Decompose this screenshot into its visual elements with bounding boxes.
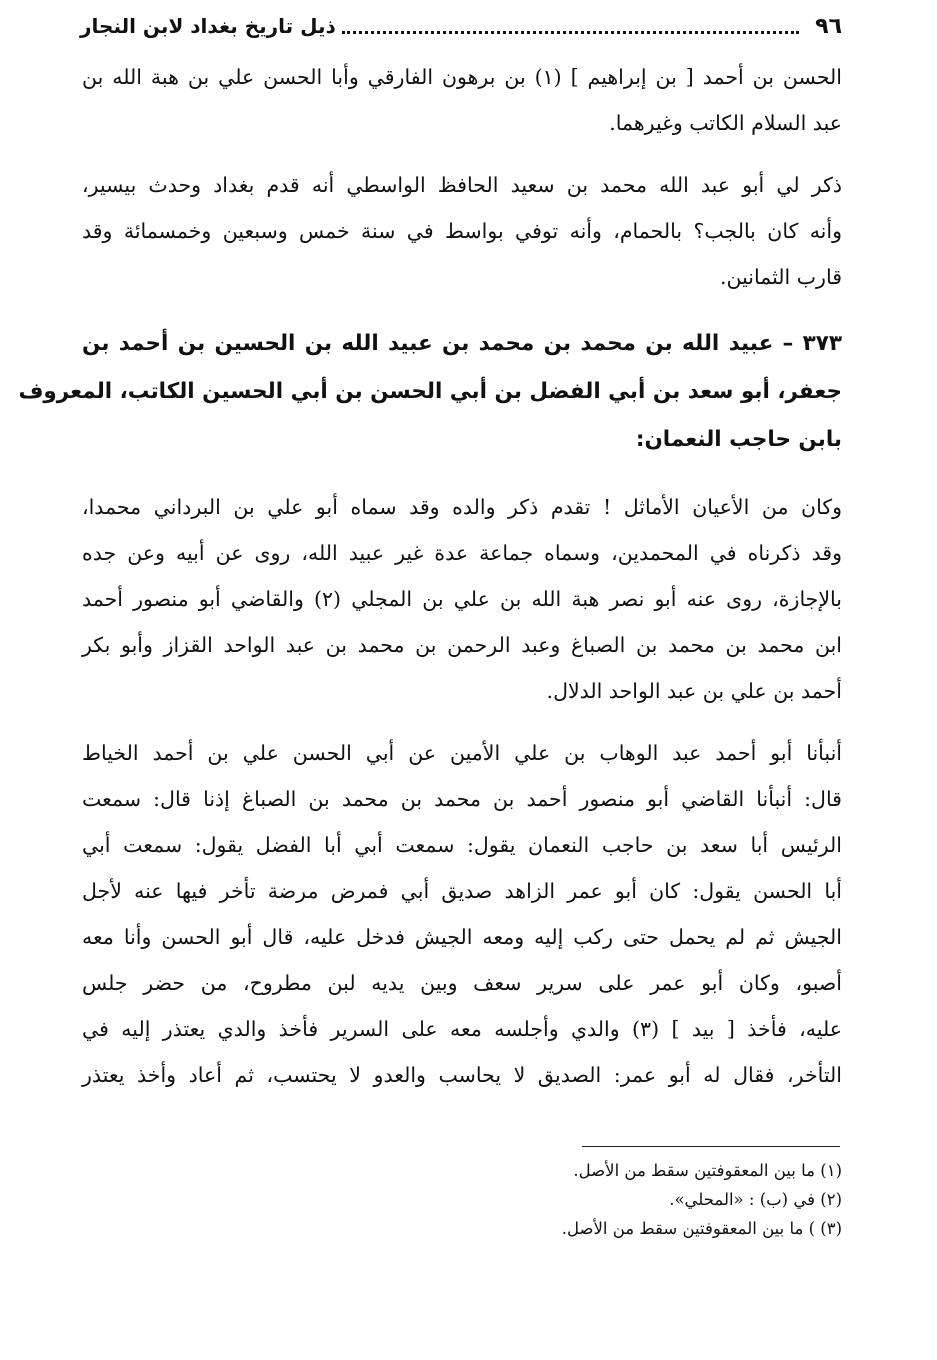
paragraph-narration: [82, 730, 842, 1098]
heading-line: جعفر، أبو سعد بن أبي الفضل بن أبي الحسن بن أبي الحسين الكاتب، المعروف: [18, 379, 842, 404]
main-text: [18, 54, 843, 1098]
paragraph-entry-body: [82, 484, 842, 714]
heading-line: بابن حاجب النعمان:: [635, 427, 842, 452]
footnote: (١) ما بين المعقوفتين سقط من الأصل.: [573, 1161, 842, 1180]
text-line: التأخر، فقال له أبو عمر: الصديق لا يحاسب والعدو لا يحتسب، ثم أعاد وأخذ يعتذر: [82, 1063, 842, 1087]
paragraph-biography-note: [82, 162, 842, 300]
text-line: أصبو، وكان أبو عمر على سرير سعف وبين يديه لبن مطروح، من حضر جلس: [82, 971, 842, 995]
text-line: وأنه كان بالجب؟ بالحمام، وأنه توفي بواسط في سنة خمس وسبعين وخمسمائة وقد: [82, 219, 842, 243]
footnote: (٣) ) ما بين المعقوفتين سقط من الأصل.: [561, 1219, 842, 1238]
heading-line: ٣٧٣ – عبيد الله بن محمد بن محمد بن عبيد الله بن الحسين بن أحمد بن: [82, 331, 842, 356]
page-header: [80, 6, 842, 46]
text-line: قارب الثمانين.: [720, 265, 842, 289]
text-line: بالإجازة، روى عنه أبو نصر هبة الله بن علي بن المجلي (٢) والقاضي أبو منصور أحمد: [82, 587, 843, 611]
footnotes: [300, 1156, 842, 1243]
text-line: وقد ذكرناه في المحمدين، وسماه جماعة عدة غير عبيد الله، روى عن أبيه وعن جده: [82, 541, 842, 565]
header-dotted-leader: [342, 31, 799, 34]
paragraph-spacer: [82, 464, 842, 484]
entry-heading: [18, 320, 842, 464]
text-line: الجيش ثم لم يحمل حتى ركب إليه ومعه الجيش فدخل عليه، قال أبو الحسن وأنا معه: [82, 925, 842, 949]
text-line: ذكر لي أبو عبد الله محمد بن سعيد الحافظ الواسطي أنه قدم بغداد وحدث بيسير،: [82, 173, 842, 197]
text-line: الرئيس أبا سعد بن حاجب النعمان يقول: سمعت أبي أبا الفضل يقول: سمعت أبي: [82, 833, 842, 857]
text-line: أحمد بن علي بن عبد الواحد الدلال.: [546, 679, 842, 703]
text-line: قال: أنبأنا القاضي أبو منصور أحمد بن محمد بن محمد بن الصباغ إذنا قال: سمعت: [82, 787, 842, 811]
text-line: ابن محمد بن محمد بن الصباغ وعبد الرحمن بن محمد بن عبد الواحد القزاز وأبو بكر: [82, 633, 842, 657]
footnote: (٢) في (ب) : «المحلي».: [669, 1190, 842, 1209]
paragraph-spacer: [82, 714, 842, 730]
text-line: عليه، فأخذ [ بيد ] (٣) والدي وأجلسه معه على السرير فأخذ والدي يعتذر إليه في: [82, 1017, 842, 1041]
footnote-separator: [582, 1146, 840, 1147]
text-line: أبا الحسن يقول: كان أبو عمر الزاهد صديق أبي فمرض مرضة تأخر فيها عنه لأجل: [82, 879, 842, 903]
text-line: الحسن بن أحمد [ بن إبراهيم ] (١) بن برهون الفارقي وأبا الحسن علي بن هبة الله بن: [82, 65, 842, 89]
page-number: ٩٦: [815, 13, 842, 39]
paragraph-spacer: [82, 300, 842, 320]
text-line: أنبأنا أبو أحمد عبد الوهاب بن علي الأمين عن أبي الحسن علي بن أحمد الخياط: [82, 741, 842, 765]
paragraph-spacer: [82, 146, 842, 162]
running-title: ذيل تاريخ بغداد لابن النجار: [80, 14, 336, 38]
paragraph-continuation: [82, 54, 842, 146]
text-line: وكان من الأعيان الأماثل ! تقدم ذكر والده وقد سماه أبو علي بن البرداني محمدا،: [82, 495, 842, 519]
text-line: عبد السلام الكاتب وغيرهما.: [609, 111, 842, 135]
